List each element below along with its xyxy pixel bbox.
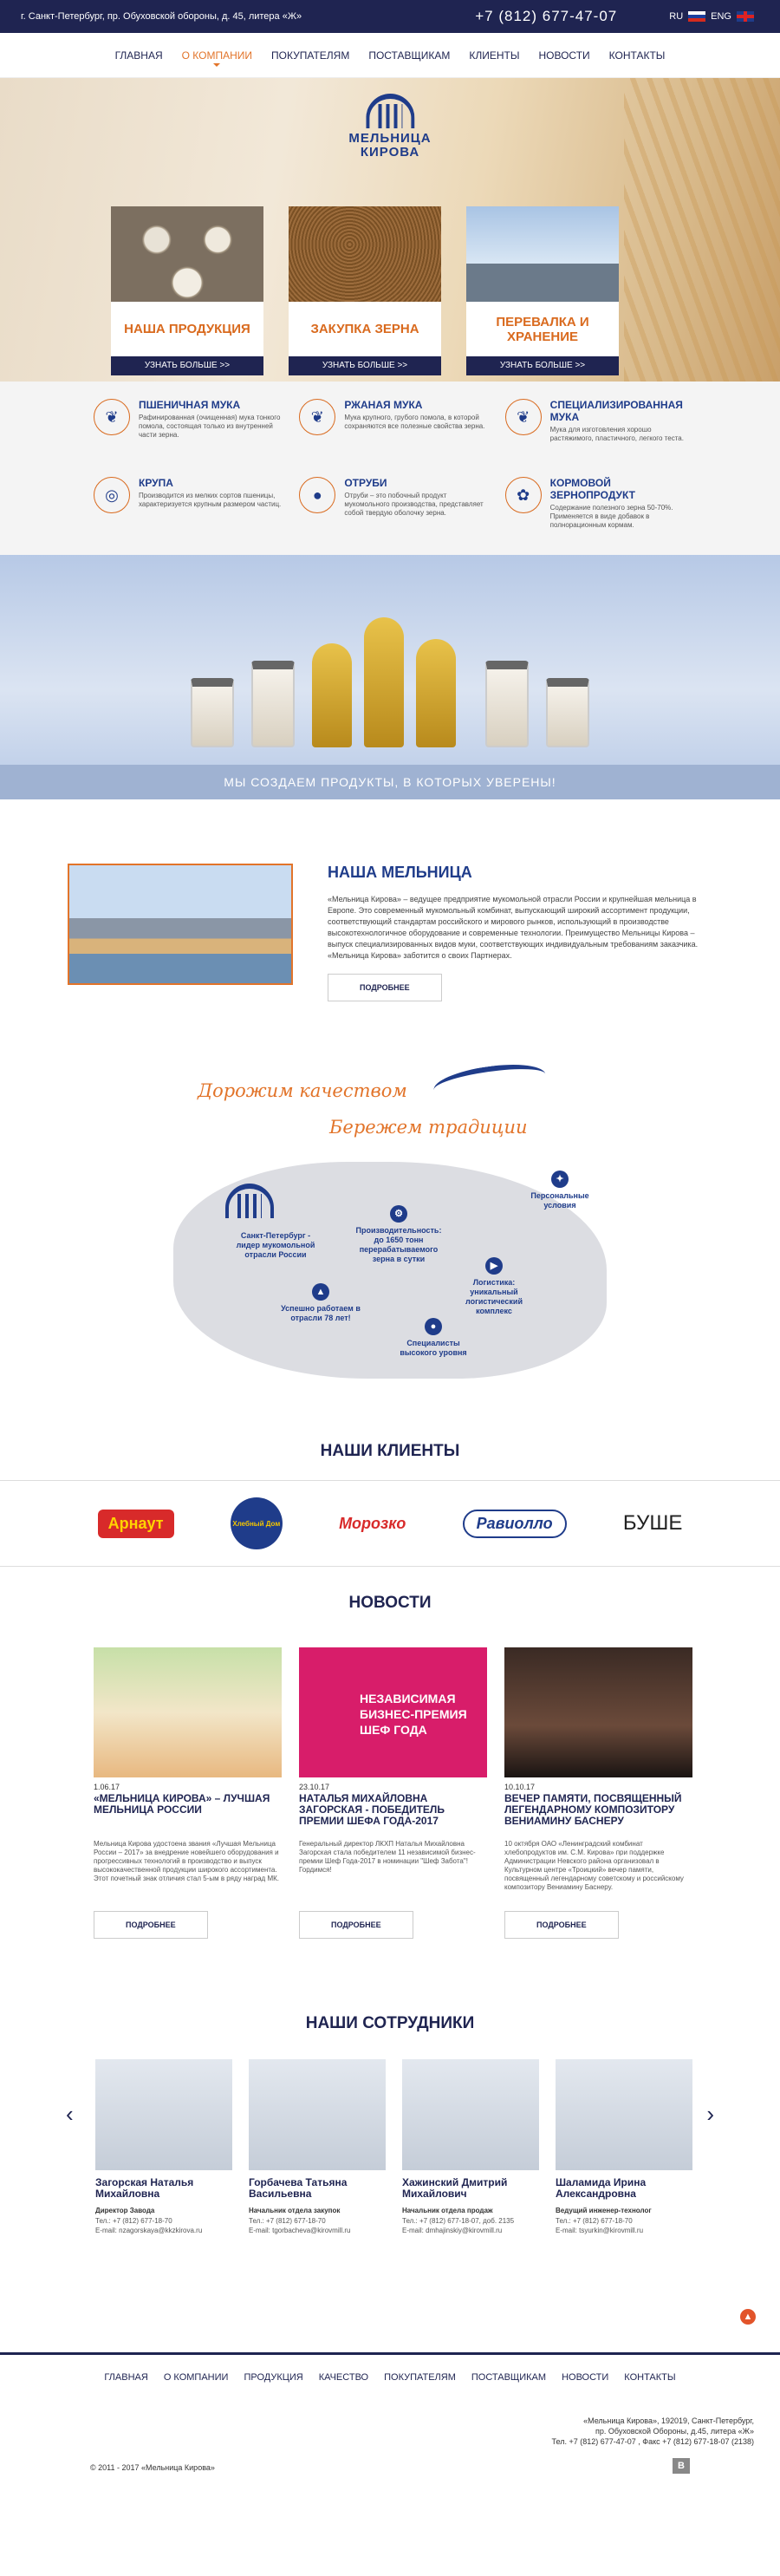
mill-logo-icon <box>366 94 414 128</box>
factory-icon: ⚙ <box>390 1205 407 1223</box>
value-logistics: ▶ Логистика: уникальный логистический комплекс <box>451 1257 537 1316</box>
map-logo <box>225 1184 274 1222</box>
about-section <box>0 799 780 1023</box>
news-more-button[interactable]: ПОДРОБНЕЕ <box>299 1911 413 1939</box>
value-leader: Санкт-Петербург - лидер мукомольной отрасли России <box>236 1231 315 1259</box>
top-bar <box>0 0 780 33</box>
vk-icon[interactable]: В <box>673 2458 690 2474</box>
footer <box>0 2352 780 2489</box>
card-title: НАША ПРОДУКЦИЯ <box>111 302 263 356</box>
news-section <box>0 1585 780 2005</box>
card-more-button[interactable]: УЗНАТЬ БОЛЬШЕ >> <box>111 356 263 375</box>
clients-title: НАШИ КЛИЕНТЫ <box>320 1442 460 1460</box>
product-title: СПЕЦИАЛИЗИРОВАННАЯ МУКА <box>549 399 683 423</box>
flour-jar-image <box>191 678 234 747</box>
news-headline[interactable]: «МЕЛЬНИЦА КИРОВА» – ЛУЧШАЯ МЕЛЬНИЦА РОССИИ <box>94 1792 270 1816</box>
flour-jar-image <box>546 678 589 747</box>
mill-logo-icon <box>225 1184 274 1218</box>
card-more-button[interactable]: УЗНАТЬ БОЛЬШЕ >> <box>466 356 619 375</box>
footer-nav-products[interactable]: ПРОДУКЦИЯ <box>244 2372 303 2383</box>
bran-icon: ● <box>299 477 335 513</box>
staff-section <box>0 2005 780 2352</box>
footer-address: «Мельница Кирова», 192019, Санкт-Петербург, пр. Обуховской Обороны, д.45, литера «Ж» Тел. +7 (812) 677-47-07 , Факс +7 (812) 677-18-07 (2138) <box>551 2416 754 2446</box>
product-text: Производится из мелких сортов пшеницы, характеризуется крупным размером частиц. <box>139 492 282 508</box>
hero <box>0 78 780 382</box>
product-item[interactable] <box>94 477 282 555</box>
flour-jar-image <box>251 661 295 747</box>
staff-card <box>556 2059 692 2235</box>
product-item[interactable] <box>299 399 487 468</box>
handshake-icon: ✦ <box>551 1171 569 1188</box>
scroll-up-icon[interactable]: ▲ <box>740 2309 756 2325</box>
news-card[interactable] <box>504 1647 692 1939</box>
slogan-quality: Дорожим качеством <box>198 1080 407 1101</box>
client-logo-morozko[interactable]: Морозко <box>339 1514 406 1532</box>
staff-name: Хажинский Дмитрий Михайлович <box>402 2176 508 2200</box>
staff-email[interactable]: E-mail: tsyurkin@kirovmill.ru <box>556 2227 644 2234</box>
client-logos <box>0 1480 780 1567</box>
staff-phone: Тел.: +7 (812) 677-18-07, доб. 2135 <box>402 2217 515 2225</box>
footer-nav-news[interactable]: НОВОСТИ <box>562 2372 609 2383</box>
feed-icon: ✿ <box>505 477 542 513</box>
nav-clients[interactable]: КЛИЕНТЫ <box>469 49 520 62</box>
product-title: КРУПА <box>139 477 173 489</box>
trophy-image <box>364 617 404 747</box>
card-more-button[interactable]: УЗНАТЬ БОЛЬШЕ >> <box>289 356 441 375</box>
product-item[interactable] <box>505 477 693 555</box>
staff-phone: Тел.: +7 (812) 677-18-70 <box>95 2217 172 2225</box>
staff-position: Ведущий инженер-технолог <box>556 2207 652 2214</box>
staff-title: НАШИ СОТРУДНИКИ <box>305 2014 475 2032</box>
news-text: 10 октября ОАО «Ленинградский комбинат хлебопродуктов им. С.М. Кирова» при поддержке Администрации Невского района организовал в Культурном центре «Троицкий» вечер памяти, посвященный легендарному советскому и российскому композитору Вениамину Баснеру. <box>504 1840 684 1891</box>
logo[interactable] <box>348 94 431 160</box>
footer-nav-company[interactable]: О КОМПАНИИ <box>163 2372 229 2383</box>
staff-card <box>95 2059 232 2235</box>
wheat-icon: ❦ <box>94 399 130 435</box>
chevron-left-icon[interactable]: ‹ <box>66 2101 74 2127</box>
staff-phone: Тел.: +7 (812) 677-18-70 <box>556 2217 633 2225</box>
product-title: КОРМОВОЙ ЗЕРНОПРОДУКТ <box>549 477 635 501</box>
client-logo-bushe[interactable]: БУШЕ <box>622 1511 683 1535</box>
copyright: © 2011 - 2017 «Мельница Кирова» <box>90 2463 215 2472</box>
clients-section <box>0 1433 780 1585</box>
nav-contacts[interactable]: КОНТАКТЫ <box>608 49 666 62</box>
news-more-button[interactable]: ПОДРОБНЕЕ <box>94 1911 208 1939</box>
values-section <box>0 1023 780 1433</box>
ear-icon: ❦ <box>505 399 542 435</box>
logo-line2: КИРОВА <box>360 145 420 160</box>
awards-slogan: МЫ СОЗДАЕМ ПРОДУКТЫ, В КОТОРЫХ УВЕРЕНЫ! <box>0 765 780 799</box>
staff-position: Начальник отдела продаж <box>402 2207 493 2214</box>
value-years: ▲ Успешно работаем в отрасли 78 лет! <box>277 1283 364 1323</box>
nav-news[interactable]: НОВОСТИ <box>538 49 590 62</box>
news-date: 1.06.17 <box>94 1783 120 1791</box>
avatar <box>249 2059 386 2170</box>
news-date: 23.10.17 <box>299 1783 330 1791</box>
product-text: Мука для изготовления хорошо растяжимого, пластичного, легкого теста. <box>549 426 684 442</box>
lang-en[interactable]: ENG <box>711 11 731 22</box>
footer-nav-quality[interactable]: КАЧЕСТВО <box>318 2372 369 2383</box>
products-grid <box>0 382 780 555</box>
product-item[interactable] <box>505 399 693 468</box>
address: г. Санкт-Петербург, пр. Обуховской обороны, д. 45, литера «Ж» <box>21 11 302 22</box>
product-item[interactable] <box>94 399 282 468</box>
groats-icon: ◎ <box>94 477 130 513</box>
mill-photo <box>68 864 293 985</box>
logo-line1: МЕЛЬНИЦА <box>348 131 432 146</box>
wheat-logo-icon <box>432 1059 548 1105</box>
about-more-button[interactable]: ПОДРОБНЕЕ <box>328 974 442 1001</box>
staff-card <box>402 2059 539 2235</box>
news-headline[interactable]: ВЕЧЕР ПАМЯТИ, ПОСВЯЩЕННЫЙ ЛЕГЕНДАРНОМУ КОМПОЗИТОРУ ВЕНИАМИНУ БАСНЕРУ <box>504 1792 682 1827</box>
news-text: Генеральный директор ЛКХП Наталья Михайловна Загорская стала победителем 11 независимой бизнес-премии Шеф Года-2017 в номинации "Шеф Забота"! Гордимся! <box>299 1840 476 1874</box>
phone[interactable]: +7 (812) 677-47-07 <box>475 8 618 24</box>
staff-email[interactable]: E-mail: dmhajinskiy@kirovmill.ru <box>402 2227 503 2234</box>
product-text: Отруби – это побочный продукт мукомольного производства, представляет собой твердую оболочку зерна. <box>344 492 484 517</box>
trophy-image <box>312 643 352 747</box>
news-date: 10.10.17 <box>504 1783 536 1791</box>
staff-phone: Тел.: +7 (812) 677-18-70 <box>249 2217 326 2225</box>
news-image <box>504 1647 692 1777</box>
card-grain[interactable] <box>289 206 441 375</box>
news-more-button[interactable]: ПОДРОБНЕЕ <box>504 1911 619 1939</box>
news-card[interactable] <box>299 1647 487 1939</box>
client-logo-arnaut[interactable]: Арнаут <box>98 1510 174 1538</box>
footer-nav-suppliers[interactable]: ПОСТАВЩИКАМ <box>471 2372 547 2383</box>
news-title: НОВОСТИ <box>348 1594 432 1612</box>
product-title: РЖАНАЯ МУКА <box>344 399 423 411</box>
footer-nav <box>90 2372 690 2383</box>
news-image-caption: НЕЗАВИСИМАЯ БИЗНЕС-ПРЕМИЯ ШЕФ ГОДА <box>360 1692 467 1737</box>
value-specialists: ● Специалисты высокого уровня <box>390 1318 477 1358</box>
client-logo-raviollo[interactable]: Равиолло <box>463 1510 567 1538</box>
nav-suppliers[interactable]: ПОСТАВЩИКАМ <box>368 49 451 62</box>
footer-nav-buyers[interactable]: ПОКУПАТЕЛЯМ <box>384 2372 456 2383</box>
avatar <box>95 2059 232 2170</box>
awards-banner <box>0 555 780 799</box>
grain-image <box>289 206 441 302</box>
main-nav <box>0 33 780 78</box>
card-storage[interactable] <box>466 206 619 375</box>
slogan-traditions: Бережем традиции <box>329 1117 528 1138</box>
staff-name: Горбачева Татьяна Васильевна <box>249 2176 348 2200</box>
trophy-image <box>416 639 456 747</box>
people-icon: ● <box>425 1318 442 1335</box>
avatar <box>402 2059 539 2170</box>
product-text: Рафинированная (очищенная) мука тонкого помола, состоящая только из внутренней части зерна. <box>139 414 281 439</box>
card-title: ПЕРЕВАЛКА И ХРАНЕНИЕ <box>466 302 619 356</box>
building-icon: ▲ <box>312 1283 329 1301</box>
product-item[interactable] <box>299 477 487 555</box>
footer-nav-contacts[interactable]: КОНТАКТЫ <box>624 2372 676 2383</box>
flour-jars-image <box>111 206 263 302</box>
avatar <box>556 2059 692 2170</box>
nav-company[interactable]: О КОМПАНИИ <box>172 49 262 62</box>
about-title: НАША МЕЛЬНИЦА <box>328 864 472 881</box>
rye-icon: ❦ <box>299 399 335 435</box>
about-text: «Мельница Кирова» – ведущее предприятие мукомольной отрасли России и крупнейшая мельница в Европе. Это современный мукомольный комбинат, выпускающий широкий ассортимент продукции, соответствующий стандартам российского и мирового рынков, использующий в производстве высокотехнологичное оборудование и современные технологии. Преимущество Мельницы Кирова – выпуск специализированных видов муки, соответствующих индивидуальным требованиям заказчика. «Мельница Кирова» заботится о своих Партнерах. <box>328 895 699 960</box>
staff-position: Начальник отдела закупок <box>249 2207 341 2214</box>
product-text: Мука крупного, грубого помола, в которой сохраняются все полезные свойства зерна. <box>344 414 485 430</box>
news-image <box>299 1647 487 1777</box>
staff-email[interactable]: E-mail: tgorbacheva@kirovmill.ru <box>249 2227 351 2234</box>
staff-name: Загорская Наталья Михайловна <box>95 2176 194 2200</box>
staff-email[interactable]: E-mail: nzagorskaya@kkzkirova.ru <box>95 2227 203 2234</box>
elevator-image <box>466 206 619 302</box>
lang-ru[interactable]: RU <box>669 11 684 22</box>
card-title: ЗАКУПКА ЗЕРНА <box>289 302 441 356</box>
nav-home[interactable]: ГЛАВНАЯ <box>114 49 163 62</box>
product-title: ПШЕНИЧНАЯ МУКА <box>139 399 241 411</box>
news-card[interactable] <box>94 1647 282 1939</box>
staff-card <box>249 2059 386 2235</box>
news-headline[interactable]: НАТАЛЬЯ МИХАЙЛОВНА ЗАГОРСКАЯ - ПОБЕДИТЕЛЬ ПРЕМИИ ШЕФА ГОДА-2017 <box>299 1792 445 1827</box>
client-logo-khlebny-dom[interactable]: Хлебный Дом <box>231 1497 283 1549</box>
product-text: Содержание полезного зерна 50-70%. Применяется в виде добавок в полнорационным кормам. <box>549 504 673 529</box>
truck-icon: ▶ <box>485 1257 503 1275</box>
product-title: ОТРУБИ <box>344 477 387 489</box>
uk-flag-icon[interactable] <box>737 11 754 22</box>
flour-jar-image <box>485 661 529 747</box>
staff-position: Директор Завода <box>95 2207 155 2214</box>
staff-name: Шаламида Ирина Александровна <box>556 2176 647 2200</box>
card-products[interactable] <box>111 206 263 375</box>
news-text: Мельница Кирова удостоена звания «Лучшая Мельница России – 2017» за внедрение новейшего оборудования и прогрессивных технологий в производство и выпуск высококачественной продукции широкого ассортимента. Этот почетный знак отличия стал 5-ым в ряду наград МК. <box>94 1840 279 1882</box>
wheat-decoration <box>624 78 780 382</box>
footer-nav-home[interactable]: ГЛАВНАЯ <box>104 2372 148 2383</box>
news-image <box>94 1647 282 1777</box>
chevron-right-icon[interactable]: › <box>706 2101 714 2127</box>
value-personal: ✦ Персональные условия <box>517 1171 603 1210</box>
nav-buyers[interactable]: ПОКУПАТЕЛЯМ <box>271 49 350 62</box>
russia-flag-icon[interactable] <box>688 11 705 22</box>
value-capacity: ⚙ Производительность: до 1650 тонн перерабатываемого зерна в сутки <box>355 1205 442 1264</box>
